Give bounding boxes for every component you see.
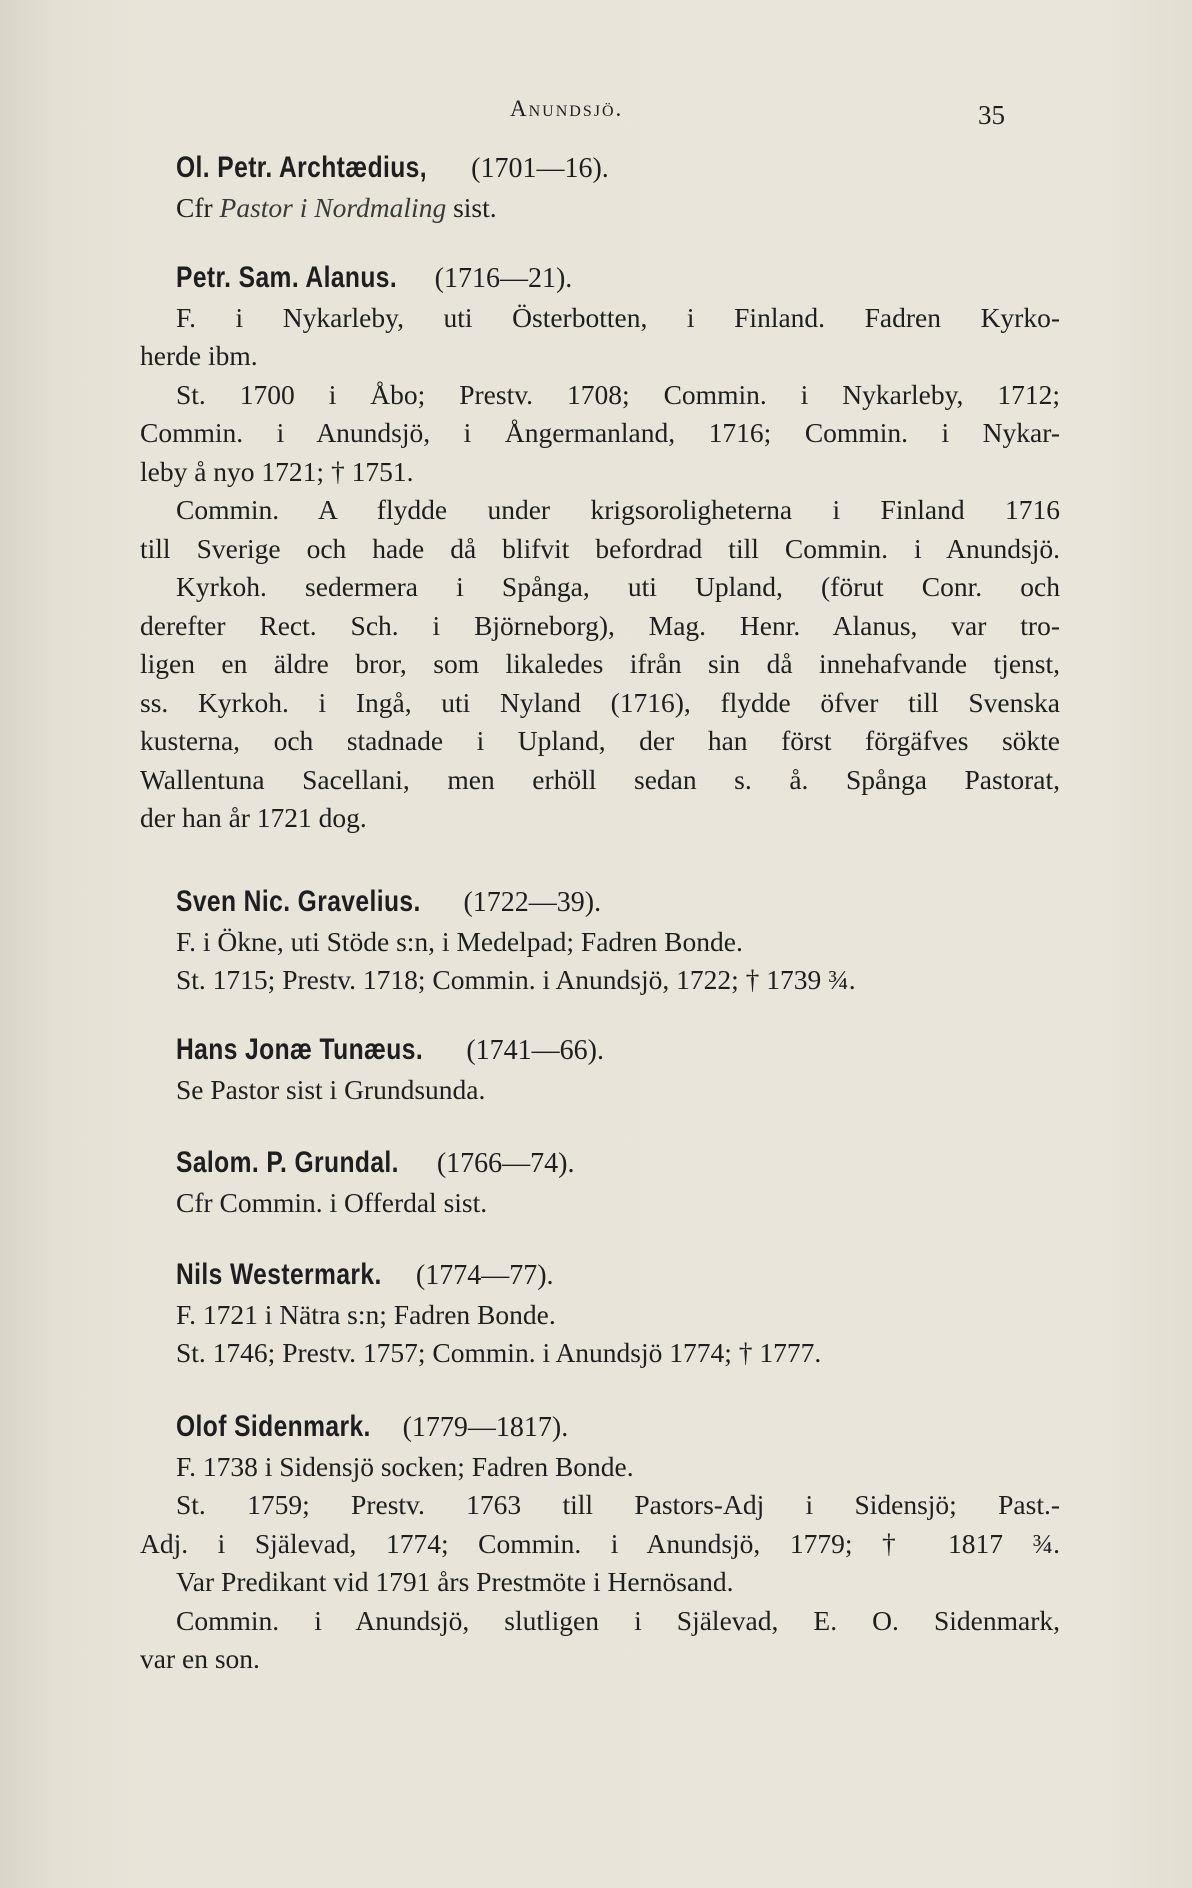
entry-heading [176,882,1060,923]
clergy-name: Olof Sidenmark. [176,1409,371,1443]
entry-line: ligen en äldre bror, som likaledes ifrån sin då innehafvande tjenst, [140,648,1060,679]
entry-archtaedius [176,148,1060,228]
tenure-years: (1741—66). [466,1034,604,1066]
entry-alanus [140,258,1060,838]
clergy-name: Hans Jonæ Tunæus. [176,1032,424,1066]
entry-line: St. 1715; Prestv. 1718; Commin. i Anundsjö, 1722; † 1739 ¾. [176,964,856,995]
entry-heading [176,258,1060,299]
entry-tunaeus [140,1030,1060,1110]
tenure-years: (1716—21). [434,262,573,294]
entry-line: St. 1700 i Åbo; Prestv. 1708; Commin. i Nykarleby, 1712; [176,378,1060,410]
entry-line: F. i Nykarleby, uti Österbotten, i Finland. Fadren Kyrko- [176,301,1060,333]
entry-line: Wallentuna Sacellani, men erhöll sedan s. å. Spånga Pastorat, [140,763,1060,795]
entry-heading [176,1143,1060,1184]
entry-line: Commin. i Anundsjö, i Ångermanland, 1716; Commin. i Nykar- [140,417,1060,448]
tenure-years: (1701—16). [471,153,609,184]
clergy-name: Ol. Petr. Archtædius, [176,151,428,184]
entry-line: der han år 1721 dog. [140,802,367,833]
entry-line: ss. Kyrkoh. i Ingå, uti Nyland (1716), flydde öfver till Svenska [140,686,1060,718]
entry-line: Var Predikant vid 1791 års Prestmöte i Hernösand. [176,1566,734,1597]
entry-heading [140,1407,1060,1448]
clergy-name: Sven Nic. Gravelius. [176,884,421,918]
page-body [140,148,1060,1679]
entry-line: Adj. i Själevad, 1774; Commin. i Anundsjö, 1779; † 1817 ¾. [140,1527,1060,1559]
entry-line: Cfr Pastor i Nordmaling sist. [176,192,497,223]
entry-line: herde ibm. [140,340,258,371]
entry-line: leby å nyo 1721; † 1751. [140,455,414,487]
entry-line: F. i Ökne, uti Stöde s:n, i Medelpad; Fadren Bonde. [176,925,743,957]
entry-line: derefter Rect. Sch. i Björneborg), Mag. Henr. Alanus, var tro- [140,609,1060,641]
entry-line: Commin. i Anundsjö, slutligen i Själevad, E. O. Sidenmark, [176,1604,1060,1636]
entry-line: var en son. [140,1643,260,1674]
entry-line: Kyrkoh. sedermera i Spånga, uti Upland, (förut Conr. och [176,571,1060,602]
entry-sidenmark [140,1407,1060,1679]
tenure-years: (1722—39). [463,886,602,918]
entry-gravelius [140,882,1060,1000]
entry-line: Se Pastor sist i Grundsunda. [176,1073,486,1105]
tenure-years: (1774—77). [415,1259,554,1291]
running-title: Anundsjö. [510,96,624,121]
page-number: 35 [978,100,1005,130]
entry-line: F. 1738 i Sidensjö socken; Fadren Bonde. [176,1450,634,1482]
tenure-years: (1766—74). [436,1148,575,1179]
entry-grundal [140,1143,1060,1223]
tenure-years: (1779—1817). [402,1411,569,1443]
entry-line: Commin. A flydde under krigsoroligheterna i Finland 1716 [176,494,1060,525]
entry-line: till Sverige och hade då blifvit befordrad till Commin. i Anundsjö. [140,532,1060,564]
entry-line: kusterna, och stadnade i Upland, der han först förgäfves sökte [140,725,1060,756]
page-header [0,96,1192,136]
entry-line: St. 1746; Prestv. 1757; Commin. i Anundsjö 1774; † 1777. [176,1337,822,1368]
entry-heading [176,1030,1060,1071]
entry-heading [176,1255,1060,1296]
entry-line: St. 1759; Prestv. 1763 till Pastors-Adj i Sidensjö; Past.- [176,1489,1060,1520]
clergy-name: Salom. P. Grundal. [176,1146,399,1179]
clergy-name: Nils Westermark. [176,1257,382,1291]
entry-westermark [140,1255,1060,1373]
clergy-name: Petr. Sam. Alanus. [176,260,398,294]
entry-line: F. 1721 i Nätra s:n; Fadren Bonde. [176,1298,556,1330]
entry-line: Cfr Commin. i Offerdal sist. [176,1187,488,1218]
entry-heading [176,148,1060,189]
